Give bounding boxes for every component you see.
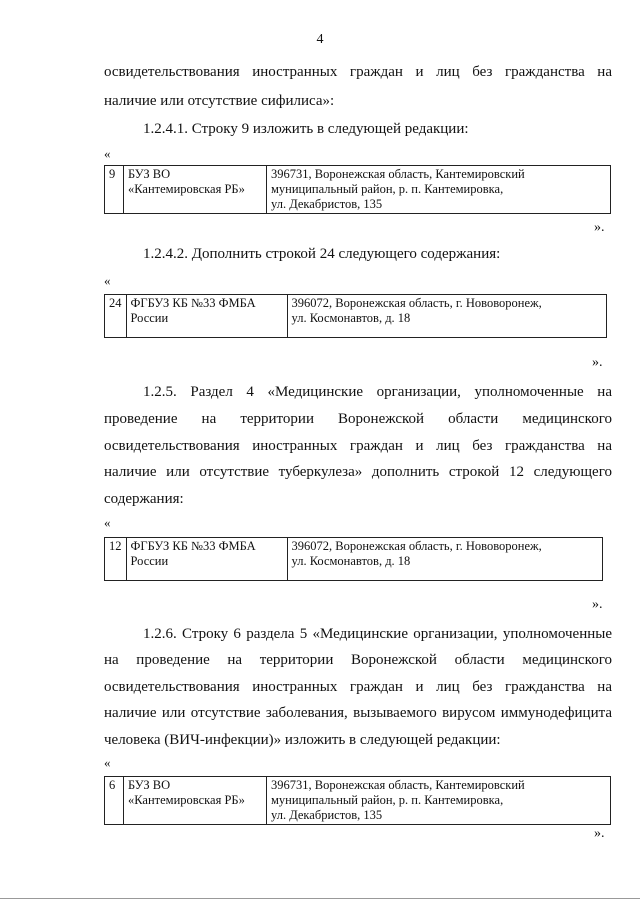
row-number: 9 [105,166,124,214]
org-name-line: «Кантемировская РБ» [128,182,245,196]
org-name-line: БУЗ ВО [128,167,171,181]
section-1-2-5-line-5: содержания: [104,491,184,507]
address-line: 396072, Воронежская область, г. Нововоронеж, [291,539,542,553]
intro-line-1: освидетельствования иностранных граждан и лиц без гражданства на [104,64,612,80]
close-quote-1: ». [594,220,605,235]
open-quote-4: « [104,755,111,770]
address-line: ул. Космонавтов, д. 18 [291,311,411,325]
close-quote-3: ». [592,597,603,612]
address-line: ул. Декабристов, 135 [271,197,383,211]
open-quote-1: « [104,146,111,161]
org-name-line: ФГБУЗ КБ №33 ФМБА [130,296,256,310]
row-number: 24 [105,295,127,338]
address-line: муниципальный район, р. п. Кантемировка, [271,793,504,807]
org-address-cell [267,777,611,825]
org-name-cell [126,538,287,581]
section-1-2-6-line-4: наличие или отсутствие заболевания, вызываемого вирусом иммунодефицита [104,705,612,721]
table-row-12 [104,537,603,581]
open-quote-2: « [104,273,111,288]
close-quote-4: ». [594,826,605,841]
scan-bottom-edge [0,898,640,899]
section-1-2-5-line-2: проведение на территории Воронежской области медицинского [104,411,612,427]
org-name-cell [124,166,267,214]
section-1-2-6-line-3: освидетельствования иностранных граждан и лиц без гражданства на [104,679,612,695]
table-row-9 [104,165,611,214]
row-number: 12 [105,538,127,581]
section-1-2-4-1-heading: 1.2.4.1. Строку 9 изложить в следующей редакции: [143,121,469,137]
address-line: 396731, Воронежская область, Кантемировский [271,778,525,792]
org-name-line: России [130,554,169,568]
close-quote-2: ». [592,355,603,370]
address-line: 396072, Воронежская область, г. Нововоронеж, [291,296,542,310]
section-1-2-5-line-4: наличие или отсутствие туберкулеза» дополнить строкой 12 следующего [104,464,612,480]
org-address-cell [287,295,607,338]
address-line: 396731, Воронежская область, Кантемировский [271,167,525,181]
row-number: 6 [105,777,124,825]
org-name-line: ФГБУЗ КБ №33 ФМБА [130,539,256,553]
address-line: муниципальный район, р. п. Кантемировка, [271,182,504,196]
table-row-6 [104,776,611,825]
org-name-cell [126,295,287,338]
section-1-2-5-line-3: освидетельствования иностранных граждан и лиц без гражданства на [104,438,612,454]
section-1-2-6-line-1: 1.2.6. Строку 6 раздела 5 «Медицинские организации, уполномоченные [143,626,612,642]
page-number: 4 [316,32,324,47]
section-1-2-6-line-5: человека (ВИЧ-инфекции)» изложить в следующей редакции: [104,732,501,748]
section-1-2-4-2-heading: 1.2.4.2. Дополнить строкой 24 следующего содержания: [143,246,501,262]
org-name-line: «Кантемировская РБ» [128,793,245,807]
open-quote-3: « [104,515,111,530]
section-1-2-6-line-2: на проведение на территории Воронежской области медицинского [104,652,612,668]
address-line: ул. Космонавтов, д. 18 [291,554,411,568]
org-address-cell [287,538,603,581]
table-row-24 [104,294,607,338]
intro-line-2: наличие или отсутствие сифилиса»: [104,93,335,109]
org-address-cell [267,166,611,214]
org-name-line: России [130,311,169,325]
org-name-cell [124,777,267,825]
address-line: ул. Декабристов, 135 [271,808,383,822]
section-1-2-5-line-1: 1.2.5. Раздел 4 «Медицинские организации, уполномоченные на [143,384,612,400]
org-name-line: БУЗ ВО [128,778,171,792]
